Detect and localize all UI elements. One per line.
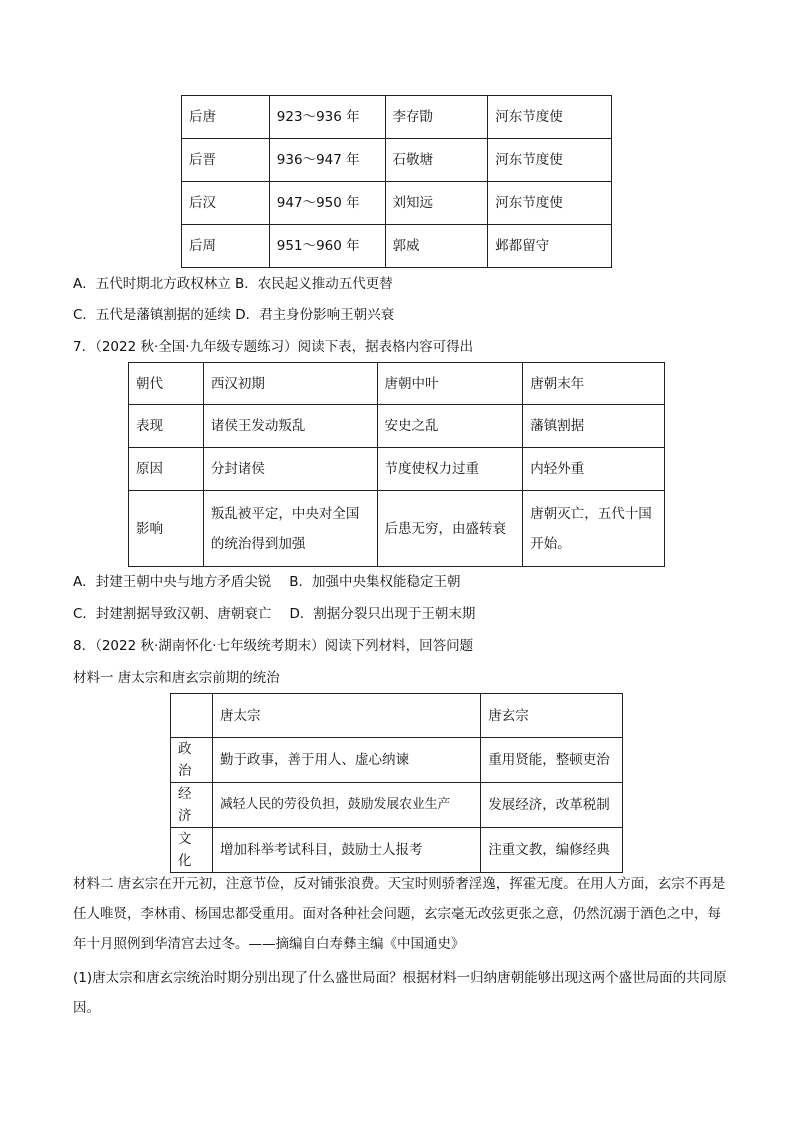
option-a: A．封建王朝中央与地方矛盾尖锐 bbox=[73, 574, 272, 590]
table-cell: 藩镇割据 bbox=[523, 405, 665, 448]
table-cell: 分封诸侯 bbox=[203, 448, 377, 491]
table-cell: 减轻人民的劳役负担，鼓励发展农业生产 bbox=[212, 783, 480, 828]
table-cell: 951～960 年 bbox=[269, 225, 385, 268]
table-cell: 唐朝中叶 bbox=[377, 363, 523, 405]
table-row bbox=[171, 783, 623, 828]
table-cell: 安史之乱 bbox=[377, 405, 523, 448]
table-cell: 后唐 bbox=[182, 96, 270, 139]
table-cell: 唐太宗 bbox=[212, 694, 480, 738]
table-cell: 表现 bbox=[129, 405, 204, 448]
table-cell: 朝代 bbox=[129, 363, 204, 405]
table-row bbox=[182, 96, 612, 139]
table-cell: 内轻外重 bbox=[523, 448, 665, 491]
table-cell: 文化 bbox=[171, 828, 213, 873]
table-row bbox=[129, 448, 665, 491]
table-row bbox=[171, 738, 623, 783]
table-cell: 河东节度使 bbox=[488, 182, 612, 225]
table-row bbox=[182, 182, 612, 225]
q8-sub-question-1: (1)唐太宗和唐玄宗统治时期分别出现了什么盛世局面？根据材料一归纳唐朝能够出现这两个盛世局面的共同原因。 bbox=[73, 970, 727, 1016]
table-cell: 西汉初期 bbox=[203, 363, 377, 405]
table-cell: 重用贤能，整顿吏治 bbox=[481, 738, 623, 783]
table-cell: 唐朝灭亡，五代十国开始。 bbox=[523, 491, 665, 567]
option-c: C．封建割据导致汉朝、唐朝衰亡 bbox=[73, 606, 272, 622]
table-row bbox=[182, 225, 612, 268]
table-cell: 后晋 bbox=[182, 139, 270, 182]
table-cell: 叛乱被平定，中央对全国的统治得到加强 bbox=[203, 491, 377, 567]
table-cell: 刘知远 bbox=[385, 182, 488, 225]
table-row bbox=[129, 363, 665, 405]
table-cell: 增加科举考试科目，鼓励士人报考 bbox=[212, 828, 480, 873]
table-cell: 唐朝末年 bbox=[523, 363, 665, 405]
table-cell: 郭威 bbox=[385, 225, 488, 268]
five-dynasties-table bbox=[181, 95, 612, 268]
table-cell: 947～950 年 bbox=[269, 182, 385, 225]
table-cell: 注重文教，编修经典 bbox=[481, 828, 623, 873]
table-row bbox=[129, 405, 665, 448]
material1-title: 材料一 唐太宗和唐玄宗前期的统治 bbox=[73, 670, 280, 686]
table-cell: 后周 bbox=[182, 225, 270, 268]
option-c: C．五代是藩镇割据的延续 bbox=[73, 307, 231, 323]
table-row bbox=[171, 828, 623, 873]
table-cell: 李存勖 bbox=[385, 96, 488, 139]
table-cell: 石敬塘 bbox=[385, 139, 488, 182]
table-cell: 影响 bbox=[129, 491, 204, 567]
option-b: B．加强中央集权能稳定王朝 bbox=[289, 574, 461, 590]
table-cell: 后汉 bbox=[182, 182, 270, 225]
q6-options-row-2 bbox=[73, 305, 394, 325]
q8-stem: 8．（2022 秋·湖南怀化·七年级统考期末）阅读下列材料，回答问题 bbox=[73, 638, 474, 654]
dynasty-comparison-table bbox=[128, 362, 665, 567]
table-cell: 936～947 年 bbox=[269, 139, 385, 182]
table-cell: 勤于政事，善于用人、虚心纳谏 bbox=[212, 738, 480, 783]
table-cell: 原因 bbox=[129, 448, 204, 491]
option-d: D．割据分裂只出现于王朝末期 bbox=[289, 606, 476, 622]
q7-options-row-2 bbox=[73, 604, 475, 624]
table-cell: 923～936 年 bbox=[269, 96, 385, 139]
table-cell: 河东节度使 bbox=[488, 139, 612, 182]
q6-options-row-1 bbox=[73, 274, 393, 294]
table-cell: 节度使权力过重 bbox=[377, 448, 523, 491]
table-cell: 诸侯王发动叛乱 bbox=[203, 405, 377, 448]
table-cell: 河东节度使 bbox=[488, 96, 612, 139]
emperor-governance-table bbox=[170, 693, 623, 873]
table-cell: 唐玄宗 bbox=[481, 694, 623, 738]
table-cell: 后患无穷，由盛转衰 bbox=[377, 491, 523, 567]
q7-options-row-1 bbox=[73, 572, 461, 592]
table-cell: 发展经济，改革税制 bbox=[481, 783, 623, 828]
table-row bbox=[129, 491, 665, 567]
q7-stem: 7．（2022 秋·全国·九年级专题练习）阅读下表，据表格内容可得出 bbox=[73, 339, 474, 355]
table-cell: 政治 bbox=[171, 738, 213, 783]
option-b: B．农民起义推动五代更替 bbox=[235, 276, 393, 292]
option-a: A．五代时期北方政权林立 bbox=[73, 276, 231, 292]
table-cell: 邺都留守 bbox=[488, 225, 612, 268]
option-d: D．君主身份影响王朝兴衰 bbox=[235, 307, 395, 323]
table-cell: 经济 bbox=[171, 783, 213, 828]
table-row bbox=[171, 694, 623, 738]
material2-paragraph: 材料二 唐玄宗在开元初，注意节俭，反对铺张浪费。天宝时则骄奢淫逸，挥霍无度。在用人方面，玄宗不再是任人唯贤，李林甫、杨国忠都受重用。面对各种社会问题，玄宗毫无改弦更张之意，仍然沉溺于酒色之中，每年十月照例到华清宫去过冬。——摘编自白寿彝主编《中国通史》 bbox=[73, 876, 726, 952]
table-row bbox=[182, 139, 612, 182]
table-cell bbox=[171, 694, 213, 738]
